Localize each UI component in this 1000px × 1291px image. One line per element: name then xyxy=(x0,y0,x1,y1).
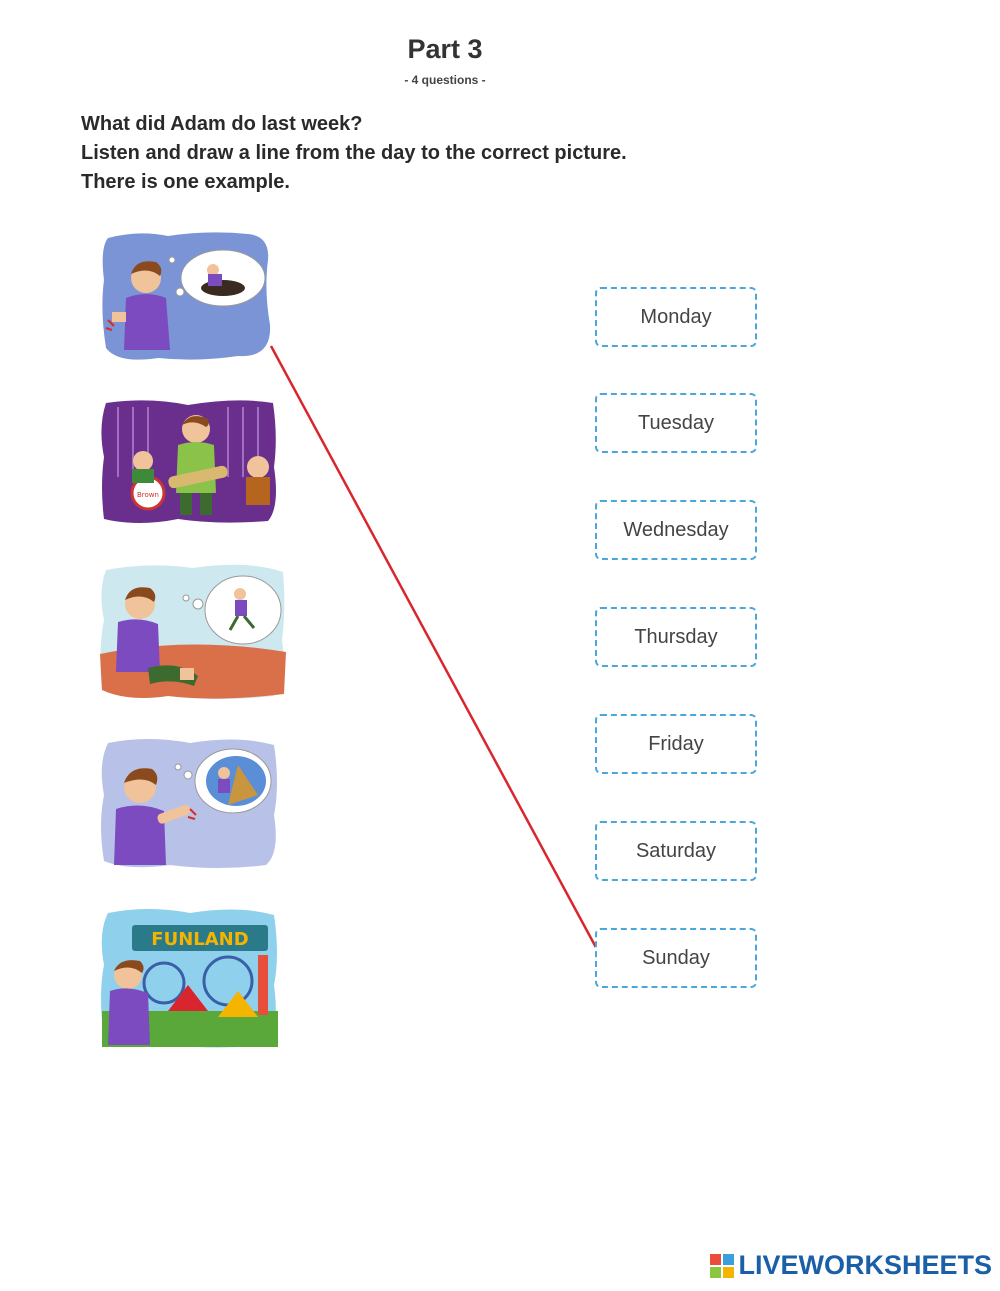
question-count: - 4 questions - xyxy=(404,73,486,87)
svg-text:Brown: Brown xyxy=(137,491,159,499)
picture-4[interactable] xyxy=(98,735,288,871)
adam-band-guitar-picture xyxy=(98,397,280,525)
picture-3[interactable] xyxy=(98,560,288,702)
day-monday[interactable]: Monday xyxy=(595,287,757,347)
picture-2[interactable] xyxy=(98,397,288,525)
picture-1[interactable] xyxy=(98,230,288,365)
liveworksheets-logo xyxy=(710,1250,992,1281)
instruction-example-note: There is one example. xyxy=(81,171,290,193)
instruction-question: What did Adam do last week? xyxy=(81,113,363,135)
adam-hurt-leg-thinking-jump-picture xyxy=(98,560,288,702)
day-friday[interactable]: Friday xyxy=(595,714,757,774)
day-thursday[interactable]: Thursday xyxy=(595,607,757,667)
page-title: Part 3 xyxy=(407,34,483,64)
day-tuesday[interactable]: Tuesday xyxy=(595,393,757,453)
adam-funland-picture xyxy=(98,905,280,1050)
day-sunday[interactable]: Sunday xyxy=(595,928,757,988)
brand-name: LIVEWORKSHEETS xyxy=(738,1250,992,1280)
instructions xyxy=(81,110,627,197)
instruction-task: Listen and draw a line from the day to the correct picture. xyxy=(81,142,627,164)
funland-sign: FUNLAND xyxy=(151,929,249,950)
adam-hurt-back-thinking-fall-picture xyxy=(98,230,273,365)
day-wednesday[interactable]: Wednesday xyxy=(595,500,757,560)
picture-5[interactable] xyxy=(98,905,288,1050)
adam-hurt-arm-thinking-climb-picture xyxy=(98,735,280,871)
logo-cubes-icon xyxy=(710,1254,734,1278)
day-saturday[interactable]: Saturday xyxy=(595,821,757,881)
